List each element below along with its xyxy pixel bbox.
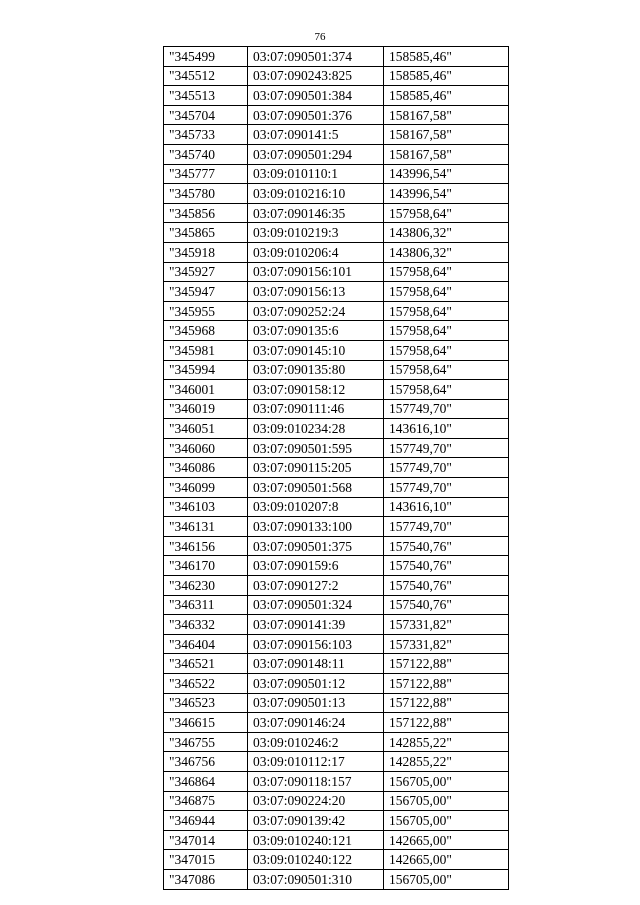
cadastral-number-cell: 03:07:090146:35 (248, 203, 384, 223)
record-id-cell: "345856 (164, 203, 248, 223)
record-id-cell: "345777 (164, 164, 248, 184)
table-row (164, 282, 509, 302)
amount-cell: 156705,00" (384, 791, 509, 811)
table-row (164, 595, 509, 615)
table-row (164, 321, 509, 341)
table-row (164, 242, 509, 262)
record-id-cell: "346332 (164, 615, 248, 635)
table-row (164, 693, 509, 713)
amount-cell: 157122,88" (384, 674, 509, 694)
record-id-cell: "345994 (164, 360, 248, 380)
amount-cell: 157958,64" (384, 360, 509, 380)
amount-cell: 157749,70" (384, 517, 509, 537)
amount-cell: 157122,88" (384, 713, 509, 733)
table-row (164, 125, 509, 145)
table-row (164, 47, 509, 67)
amount-cell: 157749,70" (384, 458, 509, 478)
table-row (164, 438, 509, 458)
amount-cell: 158167,58" (384, 125, 509, 145)
amount-cell: 157540,76" (384, 556, 509, 576)
record-id-cell: "345733 (164, 125, 248, 145)
table-row (164, 419, 509, 439)
cadastral-number-cell: 03:07:090501:12 (248, 674, 384, 694)
cadastral-number-cell: 03:07:090501:375 (248, 536, 384, 556)
cadastral-number-cell: 03:07:090501:324 (248, 595, 384, 615)
amount-cell: 142665,00" (384, 830, 509, 850)
cadastral-number-cell: 03:07:090111:46 (248, 399, 384, 419)
cadastral-number-cell: 03:07:090141:39 (248, 615, 384, 635)
table-row (164, 144, 509, 164)
cadastral-number-cell: 03:07:090501:384 (248, 86, 384, 106)
table-row (164, 771, 509, 791)
amount-cell: 157958,64" (384, 301, 509, 321)
table-row (164, 66, 509, 86)
cadastral-number-cell: 03:09:010216:10 (248, 184, 384, 204)
amount-cell: 157122,88" (384, 693, 509, 713)
amount-cell: 142855,22" (384, 752, 509, 772)
table-row (164, 830, 509, 850)
cadastral-number-cell: 03:09:010110:1 (248, 164, 384, 184)
cadastral-number-cell: 03:07:090148:11 (248, 654, 384, 674)
cadastral-number-cell: 03:07:090159:6 (248, 556, 384, 576)
table-row (164, 869, 509, 889)
record-id-cell: "345513 (164, 86, 248, 106)
table-row (164, 536, 509, 556)
amount-cell: 157749,70" (384, 438, 509, 458)
cadastral-number-cell: 03:07:090156:13 (248, 282, 384, 302)
amount-cell: 156705,00" (384, 869, 509, 889)
record-id-cell: "346060 (164, 438, 248, 458)
record-id-cell: "346131 (164, 517, 248, 537)
table-row (164, 556, 509, 576)
table-row (164, 615, 509, 635)
cadastral-number-cell: 03:07:090224:20 (248, 791, 384, 811)
record-id-cell: "346230 (164, 576, 248, 596)
amount-cell: 157540,76" (384, 536, 509, 556)
record-id-cell: "345780 (164, 184, 248, 204)
cadastral-number-cell: 03:07:090158:12 (248, 380, 384, 400)
cadastral-number-cell: 03:09:010234:28 (248, 419, 384, 439)
record-id-cell: "345918 (164, 242, 248, 262)
amount-cell: 157331,82" (384, 615, 509, 635)
record-id-cell: "347015 (164, 850, 248, 870)
amount-cell: 158585,46" (384, 66, 509, 86)
cadastral-number-cell: 03:07:090243:825 (248, 66, 384, 86)
cadastral-number-cell: 03:07:090501:376 (248, 105, 384, 125)
table-row (164, 360, 509, 380)
cadastral-number-cell: 03:07:090133:100 (248, 517, 384, 537)
record-id-cell: "346864 (164, 771, 248, 791)
amount-cell: 157958,64" (384, 203, 509, 223)
amount-cell: 157958,64" (384, 380, 509, 400)
amount-cell: 157540,76" (384, 576, 509, 596)
table-row (164, 301, 509, 321)
record-id-cell: "345740 (164, 144, 248, 164)
cadastral-number-cell: 03:07:090115:205 (248, 458, 384, 478)
table-row (164, 517, 509, 537)
table-row (164, 674, 509, 694)
table-row (164, 811, 509, 831)
record-id-cell: "346615 (164, 713, 248, 733)
amount-cell: 157958,64" (384, 340, 509, 360)
record-id-cell: "346170 (164, 556, 248, 576)
amount-cell: 143806,32" (384, 223, 509, 243)
cadastral-number-cell: 03:07:090501:374 (248, 47, 384, 67)
amount-cell: 156705,00" (384, 771, 509, 791)
cadastral-number-cell: 03:09:010246:2 (248, 732, 384, 752)
table-row (164, 340, 509, 360)
amount-cell: 157958,64" (384, 321, 509, 341)
amount-cell: 158167,58" (384, 105, 509, 125)
table-row (164, 380, 509, 400)
table-row (164, 164, 509, 184)
table-row (164, 791, 509, 811)
record-id-cell: "347086 (164, 869, 248, 889)
record-id-cell: "346019 (164, 399, 248, 419)
table-row (164, 458, 509, 478)
data-table (163, 46, 509, 890)
amount-cell: 143616,10" (384, 419, 509, 439)
page-number: 76 (314, 31, 326, 43)
table-row (164, 654, 509, 674)
amount-cell: 143616,10" (384, 497, 509, 517)
record-id-cell: "346755 (164, 732, 248, 752)
table-row (164, 184, 509, 204)
cadastral-number-cell: 03:09:010112:17 (248, 752, 384, 772)
amount-cell: 142855,22" (384, 732, 509, 752)
table-row (164, 497, 509, 517)
record-id-cell: "346103 (164, 497, 248, 517)
table-row (164, 634, 509, 654)
record-id-cell: "346156 (164, 536, 248, 556)
table-row (164, 86, 509, 106)
cadastral-number-cell: 03:07:090252:24 (248, 301, 384, 321)
table-row (164, 105, 509, 125)
record-id-cell: "346523 (164, 693, 248, 713)
amount-cell: 157958,64" (384, 262, 509, 282)
record-id-cell: "345955 (164, 301, 248, 321)
table-row (164, 399, 509, 419)
record-id-cell: "346875 (164, 791, 248, 811)
table-row (164, 478, 509, 498)
cadastral-number-cell: 03:09:010219:3 (248, 223, 384, 243)
amount-cell: 143996,54" (384, 184, 509, 204)
amount-cell: 143996,54" (384, 164, 509, 184)
cadastral-number-cell: 03:07:090501:568 (248, 478, 384, 498)
record-id-cell: "345704 (164, 105, 248, 125)
record-id-cell: "346521 (164, 654, 248, 674)
cadastral-number-cell: 03:07:090156:103 (248, 634, 384, 654)
amount-cell: 156705,00" (384, 811, 509, 831)
amount-cell: 158585,46" (384, 47, 509, 67)
amount-cell: 158585,46" (384, 86, 509, 106)
table-row (164, 752, 509, 772)
record-id-cell: "346404 (164, 634, 248, 654)
amount-cell: 143806,32" (384, 242, 509, 262)
cadastral-number-cell: 03:07:090501:595 (248, 438, 384, 458)
record-id-cell: "346756 (164, 752, 248, 772)
cadastral-number-cell: 03:09:010207:8 (248, 497, 384, 517)
cadastral-number-cell: 03:09:010240:121 (248, 830, 384, 850)
table-row (164, 223, 509, 243)
record-id-cell: "345968 (164, 321, 248, 341)
record-id-cell: "346944 (164, 811, 248, 831)
record-id-cell: "345947 (164, 282, 248, 302)
cadastral-number-cell: 03:07:090139:42 (248, 811, 384, 831)
record-id-cell: "346001 (164, 380, 248, 400)
cadastral-number-cell: 03:07:090141:5 (248, 125, 384, 145)
table-body (164, 47, 509, 890)
cadastral-number-cell: 03:07:090156:101 (248, 262, 384, 282)
table-row (164, 576, 509, 596)
amount-cell: 157749,70" (384, 399, 509, 419)
table-row (164, 262, 509, 282)
record-id-cell: "346099 (164, 478, 248, 498)
cadastral-number-cell: 03:07:090146:24 (248, 713, 384, 733)
table-row (164, 732, 509, 752)
record-id-cell: "345981 (164, 340, 248, 360)
cadastral-number-cell: 03:07:090118:157 (248, 771, 384, 791)
record-id-cell: "346086 (164, 458, 248, 478)
cadastral-number-cell: 03:07:090501:294 (248, 144, 384, 164)
amount-cell: 157540,76" (384, 595, 509, 615)
record-id-cell: "346051 (164, 419, 248, 439)
table-row (164, 203, 509, 223)
record-id-cell: "345499 (164, 47, 248, 67)
record-id-cell: "345865 (164, 223, 248, 243)
cadastral-number-cell: 03:07:090135:6 (248, 321, 384, 341)
record-id-cell: "347014 (164, 830, 248, 850)
amount-cell: 157958,64" (384, 282, 509, 302)
cadastral-number-cell: 03:07:090127:2 (248, 576, 384, 596)
record-id-cell: "345927 (164, 262, 248, 282)
amount-cell: 157122,88" (384, 654, 509, 674)
cadastral-number-cell: 03:09:010240:122 (248, 850, 384, 870)
cadastral-number-cell: 03:07:090501:310 (248, 869, 384, 889)
cadastral-number-cell: 03:07:090145:10 (248, 340, 384, 360)
cadastral-number-cell: 03:09:010206:4 (248, 242, 384, 262)
record-id-cell: "345512 (164, 66, 248, 86)
amount-cell: 157749,70" (384, 478, 509, 498)
record-id-cell: "346311 (164, 595, 248, 615)
cadastral-number-cell: 03:07:090135:80 (248, 360, 384, 380)
amount-cell: 157331,82" (384, 634, 509, 654)
amount-cell: 142665,00" (384, 850, 509, 870)
cadastral-number-cell: 03:07:090501:13 (248, 693, 384, 713)
amount-cell: 158167,58" (384, 144, 509, 164)
table-row (164, 850, 509, 870)
record-id-cell: "346522 (164, 674, 248, 694)
table-row (164, 713, 509, 733)
